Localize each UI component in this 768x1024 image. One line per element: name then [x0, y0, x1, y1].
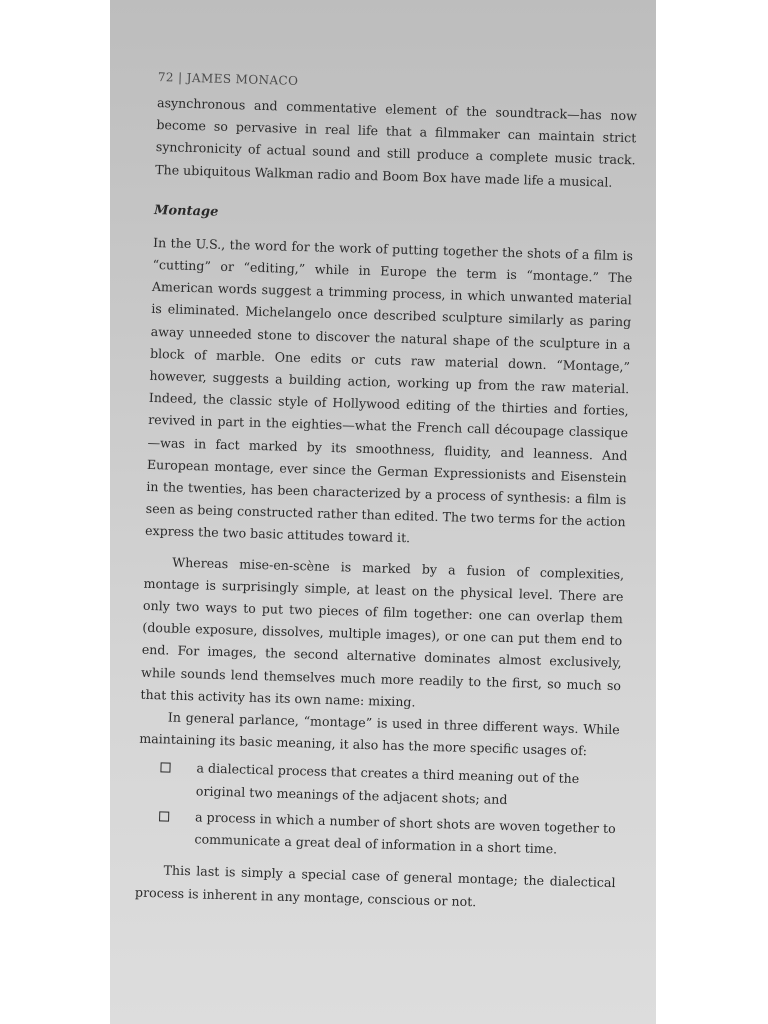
checkbox-bullet-icon [160, 763, 170, 773]
running-head: 72 | JAMES MONACO [157, 70, 299, 88]
list-item [136, 805, 617, 863]
usage-list [136, 756, 618, 862]
list-item [138, 756, 619, 814]
checkbox-bullet-icon [159, 811, 169, 821]
list-item-text: a dialectical process that creates a third meaning out of the original two meanings of the adjacent shots; and [195, 760, 580, 807]
closing-paragraph: This last is simply a special case of general montage; the dialectical process is inherent in any montage, conscious or not. [134, 862, 616, 909]
page-content [135, 70, 638, 917]
book-page [110, 0, 656, 1024]
list-item-text: a process in which a number of short shots are woven together to communicate a great deal of information in a short time. [194, 809, 616, 857]
paragraph-mise-en-scene: Whereas mise-en-scène is marked by a fusion of complexities, montage is surprisingly simple, at least on the physical level. There are only two ways to put two pieces of film together: one can overlap them (double exposure, dissolves, multiple images), or one can put them end to end. For images, the second alternative dominates almost exclusively, while sounds lend themselves much more readily to the first, so much so that this activity has its own name: mixing. [140, 554, 625, 710]
intro-paragraph: asynchronous and commentative element of the soundtrack—has now become so pervasive in real life that a filmmaker can maintain strict synchronicity of actual sound and still produce a complete music track. The ubiquitous Walkman radio and Boom Box have made life a musical. [155, 94, 638, 190]
paragraph-cutting-vs-montage: In the U.S., the word for the work of putting together the shots of a film is “cutting” or “editing,” while in Europe the term is “montage.” The American words suggest a trimming process, in which unwanted material is eliminated. Michelangelo once described sculpture similarly as paring away unneeded stone to discover the natural shape of the sculpture in a block of marble. One edits or cuts raw material down. “Montage,” however, suggests a building action, working up from the raw material. Indeed, the classic style of Hollywood editing of the thirties and forties, revived in part in the eighties—what the French call découpage classique—was in fact marked by its smoothness, fluidity, and leanness. And European montage, ever since the German Expressionists and Eisenstein in the twenties, has been characterized by a process of synthesis: a film is seen as being constructed rather than edited. The two terms for the action express the two basic attitudes toward it. [144, 234, 634, 546]
section-title: Montage [153, 202, 219, 220]
paragraph-three-usages: In general parlance, “montage” is used in three different ways. While maintaining its basic meaning, it also has the more specific usages of: [139, 709, 620, 759]
